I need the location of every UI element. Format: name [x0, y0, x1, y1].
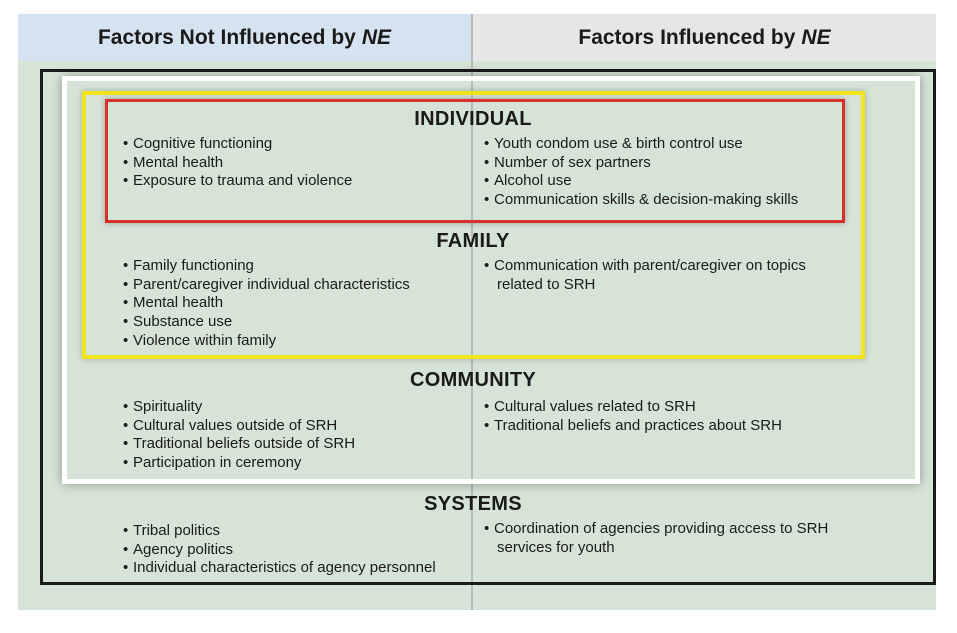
header-left-label: Factors Not Influenced by — [97, 25, 356, 49]
list-item: • Number of sex partners — [484, 154, 798, 173]
systems-left-list — [123, 522, 436, 578]
family-right-list — [484, 257, 806, 294]
list-item: • Communication skills & decision-making skills — [484, 191, 798, 210]
list-item: • Communication with parent/caregiver on topics — [484, 257, 806, 276]
family-left-list — [123, 257, 410, 351]
list-item: • Cognitive functioning — [123, 135, 352, 154]
list-item: • Spirituality — [123, 398, 355, 417]
community-right-list — [484, 398, 782, 435]
individual-right-list — [484, 135, 798, 210]
list-item: • Youth condom use & birth control use — [484, 135, 798, 154]
community-left-list — [123, 398, 355, 473]
header-right-abbr: NE — [801, 25, 831, 49]
header-left-abbr: NE — [361, 25, 392, 49]
header-influenced — [473, 14, 936, 61]
individual-title: INDIVIDUAL — [414, 108, 532, 130]
list-item: • Traditional beliefs and practices about SRH — [484, 417, 782, 436]
community-title: COMMUNITY — [409, 369, 537, 391]
list-item: • Cultural values related to SRH — [484, 398, 782, 417]
list-item: • Alcohol use — [484, 172, 798, 191]
list-item: • Exposure to trauma and violence — [123, 172, 352, 191]
list-item: • Parent/caregiver individual characteristics — [123, 276, 410, 295]
family-title: FAMILY — [436, 230, 510, 252]
list-item: • Coordination of agencies providing access to SRH — [484, 520, 828, 539]
list-item: • Violence within family — [123, 332, 410, 351]
list-item: • Cultural values outside of SRH — [123, 417, 355, 436]
systems-right-list — [484, 520, 828, 557]
list-item: • Mental health — [123, 294, 410, 313]
list-item: • Tribal politics — [123, 522, 436, 541]
header-right-label: Factors Influenced by — [578, 25, 796, 49]
list-item: • Participation in ceremony — [123, 454, 355, 473]
header-not-influenced — [18, 14, 471, 61]
list-item: • Traditional beliefs outside of SRH — [123, 435, 355, 454]
list-item: • Mental health — [123, 154, 352, 173]
individual-left-list — [123, 135, 352, 191]
systems-title: SYSTEMS — [424, 493, 522, 515]
list-item-continuation: services for youth — [497, 538, 615, 556]
list-item: • Family functioning — [123, 257, 410, 276]
list-item: • Individual characteristics of agency personnel — [123, 559, 436, 578]
list-item: • Substance use — [123, 313, 410, 332]
list-item: • Agency politics — [123, 541, 436, 560]
list-item-continuation: related to SRH — [497, 275, 596, 293]
